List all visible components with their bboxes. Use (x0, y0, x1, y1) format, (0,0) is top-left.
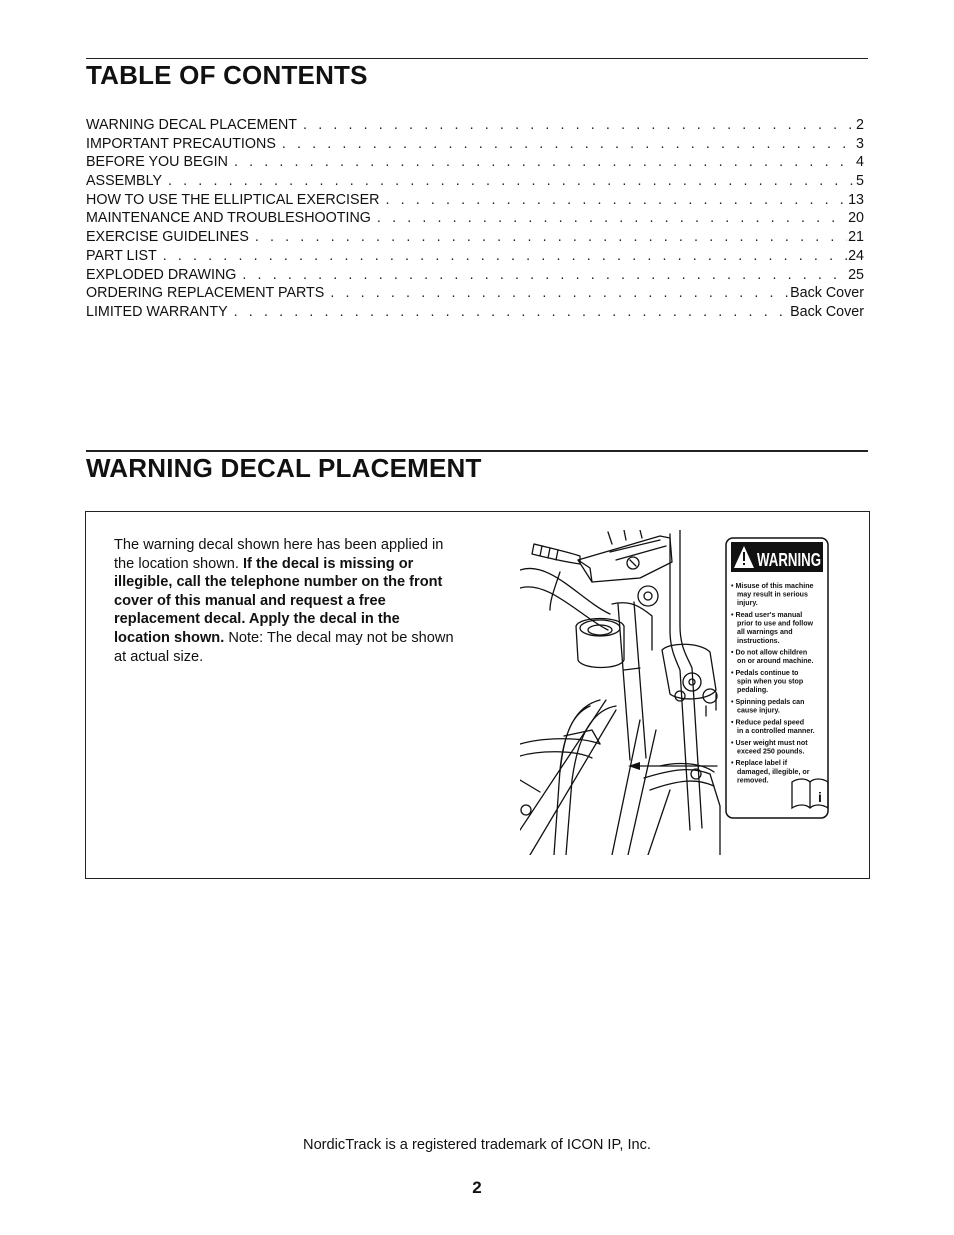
toc-leader (330, 284, 789, 303)
toc-entry-page: Back Cover (790, 303, 864, 320)
decal-item-line: • Spinning pedals can (731, 698, 805, 706)
toc-entry-page: 24 (848, 247, 864, 264)
decal-item-line: cause injury. (737, 706, 780, 715)
toc-leader (303, 116, 855, 135)
instructions-note: Note: The decal may not be shown at actual size. (114, 629, 454, 665)
toc-entry-page: 20 (848, 210, 864, 227)
toc-leader (234, 303, 789, 322)
warning-instructions (114, 536, 459, 666)
toc-entry-page: 13 (848, 191, 864, 208)
decal-item-line: exceed 250 pounds. (737, 747, 805, 756)
toc-entry-page: 21 (848, 229, 864, 246)
section-rule (86, 450, 868, 452)
toc-entry-page: 5 (856, 173, 864, 190)
decal-item-line: • Do not allow children (731, 648, 808, 657)
decal-item-line: damaged, illegible, or (737, 767, 810, 776)
toc-entry[interactable] (86, 153, 864, 172)
decal-item-line: pedaling. (737, 686, 769, 695)
toc-entry-title: HOW TO USE THE ELLIPTICAL EXERCISER (86, 191, 380, 208)
toc-entry[interactable] (86, 247, 864, 266)
toc-entry[interactable] (86, 303, 864, 322)
decal-item-line: injury. (737, 599, 758, 608)
toc-entry-title: LIMITED WARRANTY (86, 303, 228, 320)
toc-entry[interactable] (86, 266, 864, 285)
toc-leader (234, 153, 855, 172)
toc-entry[interactable] (86, 172, 864, 191)
elliptical-illustration (520, 530, 850, 855)
decal-item-line: • Replace label if (731, 759, 788, 768)
toc-entry-title: WARNING DECAL PLACEMENT (86, 117, 298, 133)
decal-item-line: • Misuse of this machine (731, 582, 814, 590)
warning-decal (726, 538, 828, 818)
instructions-intro: The warning decal shown here has been applied in the location shown. (114, 537, 444, 572)
toc-leader (385, 191, 847, 210)
toc-entry[interactable] (86, 228, 864, 247)
toc-entry[interactable] (86, 191, 864, 210)
toc-entry-title: EXERCISE GUIDELINES (86, 229, 249, 246)
decal-item-line: removed. (737, 776, 769, 785)
info-icon: i (818, 789, 822, 805)
decal-item-line: on or around machine. (737, 657, 814, 666)
decal-items (731, 582, 815, 784)
decal-item-line: instructions. (737, 636, 780, 645)
warning-section-title: WARNING DECAL PLACEMENT (86, 453, 482, 483)
top-rule (86, 58, 868, 59)
toc-entry-page: 25 (848, 266, 864, 283)
toc-entry-page: 3 (856, 135, 864, 152)
toc-entry-title: IMPORTANT PRECAUTIONS (86, 135, 276, 152)
toc-entry-title: BEFORE YOU BEGIN (86, 154, 228, 171)
toc-entry-title: MAINTENANCE AND TROUBLESHOOTING (86, 210, 371, 227)
decal-item-line: may result in serious (737, 590, 808, 599)
toc-entry[interactable] (86, 284, 864, 303)
toc-leader (168, 172, 855, 191)
decal-heading: WARNING (757, 550, 821, 570)
toc-list (86, 116, 864, 322)
instructions-bold: If the decal is missing or illegible, call the telephone number on the front cover of this manual and request a free replacement decal. Apply the decal in the location shown. (114, 555, 443, 646)
toc-entry-title: EXPLODED DRAWING (86, 266, 237, 283)
decal-item-line: • Pedals continue to (731, 669, 799, 677)
toc-entry-page: Back Cover (790, 285, 864, 302)
decal-item-line: • Read user's manual (731, 611, 803, 619)
warning-decal-box (85, 511, 870, 879)
decal-item-line: prior to use and follow (737, 619, 814, 628)
toc-leader (242, 266, 847, 285)
toc-entry[interactable] (86, 116, 864, 135)
toc-entry-page: 4 (856, 154, 864, 171)
toc-entry-title: ORDERING REPLACEMENT PARTS (86, 285, 325, 302)
toc-title: TABLE OF CONTENTS (86, 60, 368, 90)
toc-entry[interactable] (86, 135, 864, 154)
toc-entry-page: 2 (856, 117, 864, 133)
toc-leader (255, 228, 847, 247)
decal-item-line: • User weight must not (731, 738, 808, 747)
toc-leader (163, 247, 847, 266)
page-number: 2 (472, 1178, 482, 1197)
toc-leader (377, 209, 847, 228)
trademark-note: NordicTrack is a registered trademark of ICON IP, Inc. (303, 1137, 651, 1153)
decal-item-line: all warnings and (737, 628, 793, 637)
foot-pedal (644, 770, 720, 855)
toc-entry-title: ASSEMBLY (86, 173, 163, 190)
decal-item-line: • Reduce pedal speed (731, 718, 805, 727)
decal-item-line: spin when you stop (737, 677, 804, 686)
toc-leader (282, 135, 855, 154)
decal-item-line: in a controlled manner. (737, 727, 815, 735)
handle-grip (532, 544, 580, 564)
toc-entry-title: PART LIST (86, 247, 157, 264)
console-shape (578, 536, 672, 582)
toc-entry[interactable] (86, 209, 864, 228)
